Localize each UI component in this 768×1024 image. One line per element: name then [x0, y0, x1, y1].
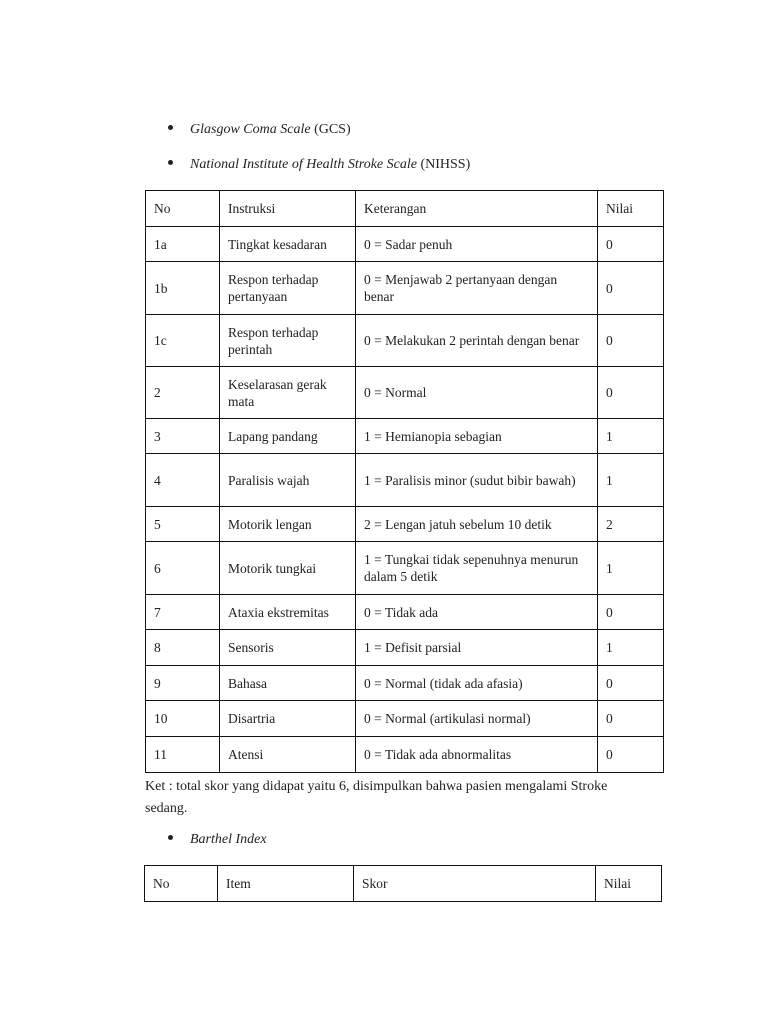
- barthel-header-row: [145, 866, 662, 902]
- cell-no: 3: [146, 419, 220, 454]
- cell-no: 1c: [146, 315, 220, 367]
- cell-keterangan: 0 = Sadar penuh: [356, 227, 598, 262]
- table-row: [146, 262, 664, 315]
- cell-no: 6: [146, 542, 220, 595]
- cell-keterangan: 0 = Normal (tidak ada afasia): [356, 666, 598, 701]
- cell-instruksi: Disartria: [220, 701, 356, 737]
- cell-nilai: 1: [598, 630, 664, 666]
- ket-line-2: sedang.: [145, 801, 188, 816]
- bullet-nihss-plain: (NIHSS): [416, 157, 471, 172]
- header-cell-no: No: [145, 866, 218, 902]
- cell-instruksi: Respon terhadap pertanyaan: [220, 262, 356, 315]
- cell-nilai: 1: [598, 419, 664, 454]
- header-cell-skor: Skor: [354, 866, 596, 902]
- bullet-nihss-italic: National Institute of Health Stroke Scale: [190, 157, 417, 172]
- bullet-gcs-italic: Glasgow Coma Scale: [190, 122, 311, 137]
- cell-nilai: 2: [598, 507, 664, 542]
- cell-instruksi: Ataxia ekstremitas: [220, 595, 356, 630]
- cell-instruksi: Tingkat kesadaran: [220, 227, 356, 262]
- cell-keterangan: 0 = Tidak ada abnormalitas: [356, 737, 598, 773]
- cell-nilai: 0: [598, 701, 664, 737]
- bullet-dot-icon: [168, 160, 173, 165]
- bullet-gcs: [168, 121, 351, 139]
- table-row: [146, 630, 664, 666]
- table-row: [146, 666, 664, 701]
- cell-no: 1a: [146, 227, 220, 262]
- nihss-table: [145, 190, 664, 773]
- cell-instruksi: Lapang pandang: [220, 419, 356, 454]
- cell-nilai: 1: [598, 542, 664, 595]
- bullet-barthel-italic: Barthel Index: [190, 832, 267, 847]
- bullet-gcs-plain: (GCS): [310, 122, 351, 137]
- cell-no: 9: [146, 666, 220, 701]
- cell-keterangan: 0 = Normal: [356, 367, 598, 419]
- table-row: [146, 737, 664, 773]
- cell-keterangan: 1 = Tungkai tidak sepenuhnya menurun dalam 5 detik: [356, 542, 598, 595]
- cell-nilai: 0: [598, 367, 664, 419]
- cell-no: 11: [146, 737, 220, 773]
- cell-keterangan: 0 = Normal (artikulasi normal): [356, 701, 598, 737]
- table-row: [146, 701, 664, 737]
- header-cell-keterangan: Keterangan: [356, 191, 598, 227]
- cell-instruksi: Paralisis wajah: [220, 454, 356, 507]
- cell-no: 10: [146, 701, 220, 737]
- table-row: [146, 454, 664, 507]
- table-row: [146, 419, 664, 454]
- cell-keterangan: 2 = Lengan jatuh sebelum 10 detik: [356, 507, 598, 542]
- header-cell-instruksi: Instruksi: [220, 191, 356, 227]
- cell-no: 2: [146, 367, 220, 419]
- cell-keterangan: 0 = Menjawab 2 pertanyaan dengan benar: [356, 262, 598, 315]
- bullet-dot-icon: [168, 835, 173, 840]
- header-cell-nilai: Nilai: [596, 866, 662, 902]
- bullet-nihss: [168, 156, 470, 174]
- barthel-table: [144, 865, 662, 902]
- cell-keterangan: 1 = Paralisis minor (sudut bibir bawah): [356, 454, 598, 507]
- cell-nilai: 1: [598, 454, 664, 507]
- cell-no: 8: [146, 630, 220, 666]
- cell-instruksi: Respon terhadap perintah: [220, 315, 356, 367]
- cell-nilai: 0: [598, 262, 664, 315]
- cell-instruksi: Bahasa: [220, 666, 356, 701]
- header-cell-nilai: Nilai: [598, 191, 664, 227]
- ket-paragraph: [145, 776, 665, 820]
- cell-keterangan: 0 = Tidak ada: [356, 595, 598, 630]
- cell-nilai: 0: [598, 666, 664, 701]
- cell-no: 1b: [146, 262, 220, 315]
- cell-keterangan: 0 = Melakukan 2 perintah dengan benar: [356, 315, 598, 367]
- cell-instruksi: Keselarasan gerak mata: [220, 367, 356, 419]
- cell-instruksi: Sensoris: [220, 630, 356, 666]
- table-row: [146, 367, 664, 419]
- cell-nilai: 0: [598, 315, 664, 367]
- table-row: [146, 507, 664, 542]
- cell-instruksi: Motorik lengan: [220, 507, 356, 542]
- cell-instruksi: Motorik tungkai: [220, 542, 356, 595]
- cell-no: 4: [146, 454, 220, 507]
- table-row: [146, 315, 664, 367]
- header-cell-item: Item: [218, 866, 354, 902]
- cell-nilai: 0: [598, 737, 664, 773]
- cell-nilai: 0: [598, 595, 664, 630]
- ket-line-1: Ket : total skor yang didapat yaitu 6, disimpulkan bahwa pasien mengalami Stroke: [145, 779, 608, 794]
- bullet-dot-icon: [168, 125, 173, 130]
- table-row: [146, 227, 664, 262]
- cell-no: 7: [146, 595, 220, 630]
- nihss-header-row: [146, 191, 664, 227]
- cell-no: 5: [146, 507, 220, 542]
- cell-instruksi: Atensi: [220, 737, 356, 773]
- cell-keterangan: 1 = Defisit parsial: [356, 630, 598, 666]
- table-row: [146, 542, 664, 595]
- cell-keterangan: 1 = Hemianopia sebagian: [356, 419, 598, 454]
- bullet-barthel: [168, 831, 267, 849]
- cell-nilai: 0: [598, 227, 664, 262]
- header-cell-no: No: [146, 191, 220, 227]
- table-row: [146, 595, 664, 630]
